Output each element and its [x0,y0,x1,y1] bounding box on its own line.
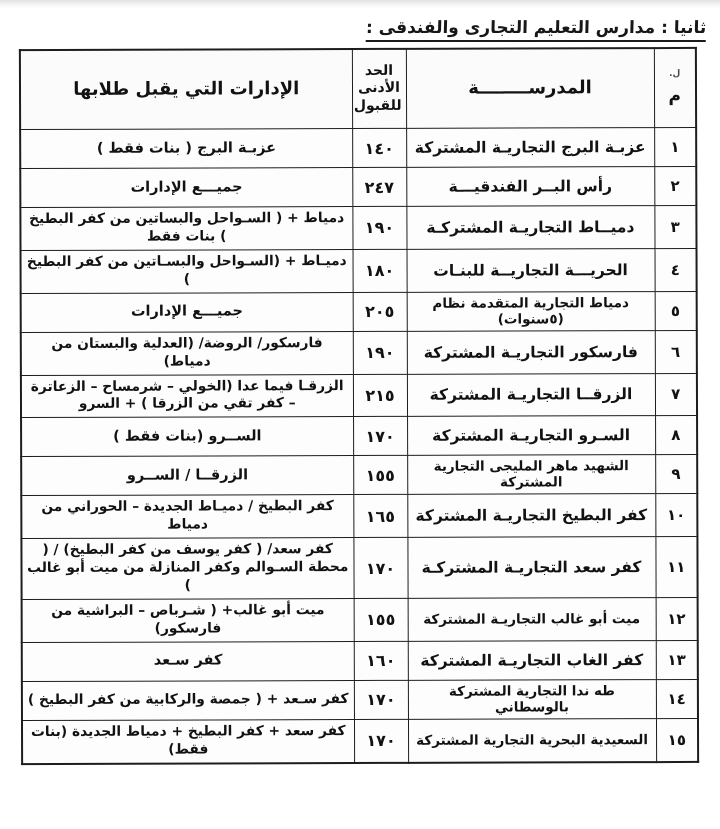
cell-administrations: جميـــع الإدارات [20,168,352,208]
cell-min-score: ١٥٥ [354,598,408,641]
table-row [21,330,697,375]
cell-number: ١١ [655,537,697,598]
cell-number: ١٣ [656,640,698,679]
cell-school-name: السعيدية البحرية التجارية المشتركة [408,718,656,762]
table-row [21,455,697,496]
column-header-min-score: الحد الأدنى للقبول [352,49,406,129]
page-title: ثانيا : مدارس التعليم التجارى والفندقى : [365,18,706,42]
table-row [21,248,697,293]
cell-number: ١٥ [656,718,698,761]
cell-min-score: ١٨٠ [353,249,407,292]
cell-administrations: عزبـة البرج ( بنات فقط ) [20,129,352,169]
table-row [20,205,696,250]
table-header [20,48,696,130]
cell-min-score: ١٧٠ [354,680,408,719]
cell-min-score: ١٩٠ [352,206,406,249]
cell-school-name: طه ندا التجارية المشتركة بالوسطاني [408,679,656,719]
cell-min-score: ٢٠٥ [353,292,407,331]
cell-min-score: ١٦٠ [354,641,408,680]
table-row [20,166,696,207]
cell-administrations: دميـاط + (السـواحل والبسـاتين من كفر البطيخ ) [21,249,353,293]
cell-number: ٢ [654,166,696,205]
cell-min-score: ١٤٠ [352,128,406,167]
table-row [21,291,697,332]
cell-number: ١٠ [655,494,697,537]
cell-min-score: ١٥٥ [353,456,407,495]
cell-min-score: ٢٤٧ [352,167,406,206]
cell-min-score: ١٧٠ [354,719,408,763]
cell-school-name: كفر سعد التجاريـة المشتركـة [407,537,655,599]
scan-edge-band [0,0,720,8]
cell-administrations: الزرقــا / الســرو [21,456,353,496]
cell-school-name: الزرقــا التجاريـة المشتركة [407,373,655,417]
cell-number: ٨ [655,416,697,455]
table-row [20,127,696,168]
schools-table [19,47,699,765]
cell-school-name: دمياط التجارية المتقدمة نظام (٥سنوات) [407,291,655,331]
cell-administrations: دمياط + ( السـواحل والبساتين من كفر البطيخ ) بنات فقط [20,207,352,251]
cell-school-name: كفر البطيخ التجاريـة المشتركة [407,494,655,538]
cell-number: ١٢ [656,597,698,640]
cell-min-score: ٢١٥ [353,374,407,417]
cell-administrations: كفر سعد + كفر البطيخ + دمياط الجديدة (بنات فقط) [22,719,354,763]
cell-administrations: جميـــع الإدارات [21,292,353,332]
cell-administrations: كفر سـعد [22,641,354,681]
cell-administrations: كفر سـعد + ( جمصة والركابية من كفر البطيخ ) [22,680,354,720]
cell-min-score: ١٧٠ [353,417,407,456]
schools-table-container [22,48,698,764]
column-header-number [654,48,696,128]
table-row [22,640,698,681]
table-row [22,718,698,763]
table-row [21,416,697,457]
cell-school-name: دميــاط التجاريـة المشتركـة [406,206,654,250]
cell-administrations: فارسكور/ الروضة/ (العدلية والبستان من دمياط) [21,331,353,375]
cell-administrations: ميت أبو غالب+ ( شـرباص – البراشية من فارسكور) [22,599,354,643]
table-body [20,127,698,763]
cell-administrations: كفر البطيخ / دميـاط الجديدة – الحوراني من دمياط [21,495,353,539]
cell-school-name: السـرو التجاريـة المشتركة [407,416,655,456]
column-header-school: المدرســــــــة [406,48,654,128]
document-title-row [14,18,706,42]
table-row [21,494,697,539]
cell-school-name: فارسكور التجاريـة المشتركة [407,330,655,374]
column-header-administrations: الإدارات التي يقبل طلابها [20,49,352,130]
cell-administrations: الســرو (بنات فقط ) [21,417,353,457]
cell-number: ٥ [655,291,697,330]
cell-number: ١ [654,127,696,166]
cell-number: ٩ [655,455,697,494]
table-row [22,679,698,720]
cell-school-name: عزبـة البرج التجاريـة المشتركة [406,128,654,168]
cell-number: ٣ [654,205,696,248]
cell-number: ٧ [655,373,697,416]
cell-administrations: الزرقـا فيما عدا (الخولي – شرمساح – الزعاترة – كفر تقي من الزرقا ) + السرو [21,374,353,418]
cell-school-name: الحريـــة التجاريــة للبنـات [407,248,655,292]
table-row [21,537,697,600]
cell-number: ١٤ [656,679,698,718]
cell-school-name: الشهيد ماهر المليجى التجارية المشتركة [407,455,655,495]
cell-school-name: كفر الغاب التجاريـة المشتركة [408,640,656,680]
table-row [22,597,698,642]
cell-min-score: ١٧٠ [353,538,407,599]
cell-school-name: رأس البــر الفندقيـــة [406,167,654,207]
cell-school-name: ميت أبو غالب التجاريـة المشتركة [408,598,656,642]
cell-min-score: ١٩٠ [353,331,407,374]
header-number-mark: ل. [669,68,681,79]
cell-administrations: كفر سعد/ ( كفر يوسف من كفر البطيخ) / ( محطة السـوالم وكفر المنازلة من ميت أبو غالب ) [21,538,353,600]
header-number-label: م [668,85,682,106]
cell-number: ٦ [655,330,697,373]
table-row [21,373,697,418]
cell-min-score: ١٦٥ [353,495,407,538]
cell-number: ٤ [655,248,697,291]
header-row [20,48,696,130]
